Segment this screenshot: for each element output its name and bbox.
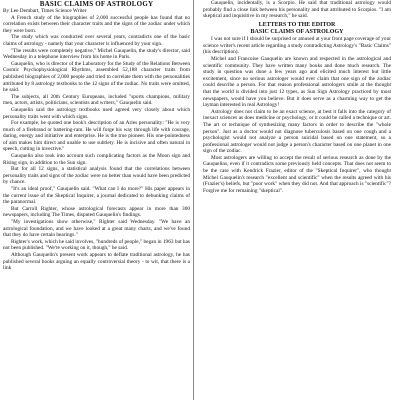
- article-paragraph: The subjects, all 20th Century Europeans, included "sports champions, military men, actors, artists, politicians, scientists and writers," Gauquelin said.: [3, 93, 190, 107]
- article-paragraph: The study which was conducted over several years, contradicts one of the basic claims of astrology - namely that your character is influenced by your sign.: [3, 34, 190, 47]
- letter-paragraph: I was not sure if I should be surprised or amused at your front page coverage of your science writer's recent article regarding a study contradicting Astrology's "Basic Claims" (his description).: [203, 36, 391, 56]
- left-column: [0, 0, 194, 400]
- article-paragraph: "The results were completely negative," Michel Gauquelin, the study's director, said Wednesday in a telephone interview from his home in Paris.: [3, 47, 190, 61]
- article-paragraph: For example, he quoted one book's description of an Aries personality: "He is very much of a firebrand or battering-ram. He will forge his way through life with courage, daring, energy and initiative and enterprise. He is the true pioneer. His one-pointedness of aim makes him direct and unable to use subtlety. He is incisive and often natural in speech, cutting in invective.": [3, 120, 190, 153]
- letters-subtitle: BASIC CLAIMS OF ASTROLOGY: [250, 28, 344, 35]
- letter-paragraph: Astrology does not claim to be an exact science, at best it falls into the category of inexact sciences as does medicine or psychology, or it could be called a technique or art. The art or technique of synthesizing many factors in order to describe the "whole person". Just as a doctor would not diagnose tuberculosis based on one cough and a psychologist would not analyze a person suicidal based on one statement, so a professional astrologer would not judge a person's character based on one planet in one sign of the zodiac.: [203, 108, 391, 155]
- article-paragraph: But for all 12 signs, a statistical analysis found that the correlations between personality traits and signs of the zodiac were no better than would have been predicted by chance.: [3, 166, 190, 186]
- article-paragraph: Gauquelin, who is director of the Laboratory for the Study of the Relations Between Cosmic Psychophysiological Rhythms, assembled 52,188 character traits from published biographies of 2,000 people and tried to correlate them with the personalities attributed by 8 astrology textbooks to the 12 signs of the zodiac. No traits were omitted, he said.: [3, 60, 190, 94]
- article-paragraph: Gauquelin said the astrology textbooks used agreed very closely about which personality traits went with which signs.: [3, 106, 190, 120]
- article-paragraph: Although Gauquelin's present work appears to deflate traditional astrology, he has published several books arguing an equally controversial theory - to wit, that there is a link: [3, 251, 190, 272]
- article-paragraph: A French study of the biographies of 2,000 successful people has found that no correlation exists between their character traits and the signs of the zodiac under which they were born.: [3, 14, 190, 34]
- article-byline: By Lee Dembart, Times Science Writer: [3, 8, 87, 14]
- right-column: [200, 0, 394, 400]
- article-title: BASIC CLAIMS OF ASTROLOGY: [39, 0, 154, 8]
- article-paragraph: "It's an ideal proof," Gauquelin said. "What can I do more?" His paper appears in the current issue of the Skeptical Inquirer, a journal dedicated to debunking claims of the paranormal.: [3, 186, 190, 206]
- letters-title: LETTERS TO THE EDITOR: [258, 21, 336, 28]
- article-paragraph: Gauquelin also took into account such complicating factors as the Moon sign and Rising sign, in addition to the Sun sign.: [3, 153, 190, 166]
- article-paragraph: Righter's work, which he said involves, "hundreds of people," began in 1963 but has not been published. "We're working on it, though," he said.: [3, 238, 190, 252]
- letter-paragraph: Most astrologers are willing to accept the result of serious research as done by the Gauquelins, even if it contradicts some previously held concepts. That does not seem to be the case with Kendrick Frazier, editor of the "Skeptical Inquirer", who thought Michel Gauquelin's research "excellent and scientific" when the results agreed with his (Frazier's) beliefs, but "poor work" when they did not. And that approach is "scientific"? Forgive me for remaining "skeptical".: [203, 154, 391, 194]
- letter-body: [203, 36, 391, 194]
- article-paragraph: "My investigations show otherwise," Righter said Wednesday. "We have an astrological foundation, and we have looked at a great many charts, and we've found that they do have certain bearings.": [3, 219, 190, 239]
- article-continuation: Gauquelin, incidentally, is a Scorpio. He said that traditional astrology would probably find a close link between his personality and that attributed to Scorpios. "I am skeptical and inquisitive in my research," he said.: [203, 0, 391, 20]
- letter-paragraph: Michel and Francoise Gauquelin are known and respected in the astrological and scientific community. They have written many books and done much research. The study in question was done a few years ago and elicited much interest but little excitement, since no serious astrologer would ever claim that one sign of the zodiac could describe a person. For that reason professional astrologers smile at the thought that the world is divided into just 12 types, as Sun Sign Astrology practiced by most newspapers, would have you believe. But it does serve as a charming way to get the layman interested in real Astrology!: [203, 55, 391, 109]
- article-paragraph: But Carroll Righter, whose astrological forecasts appear in more than 300 newspapers, including The Times, disputed Gauquelin's findings.: [3, 205, 190, 219]
- article-body: [3, 15, 190, 272]
